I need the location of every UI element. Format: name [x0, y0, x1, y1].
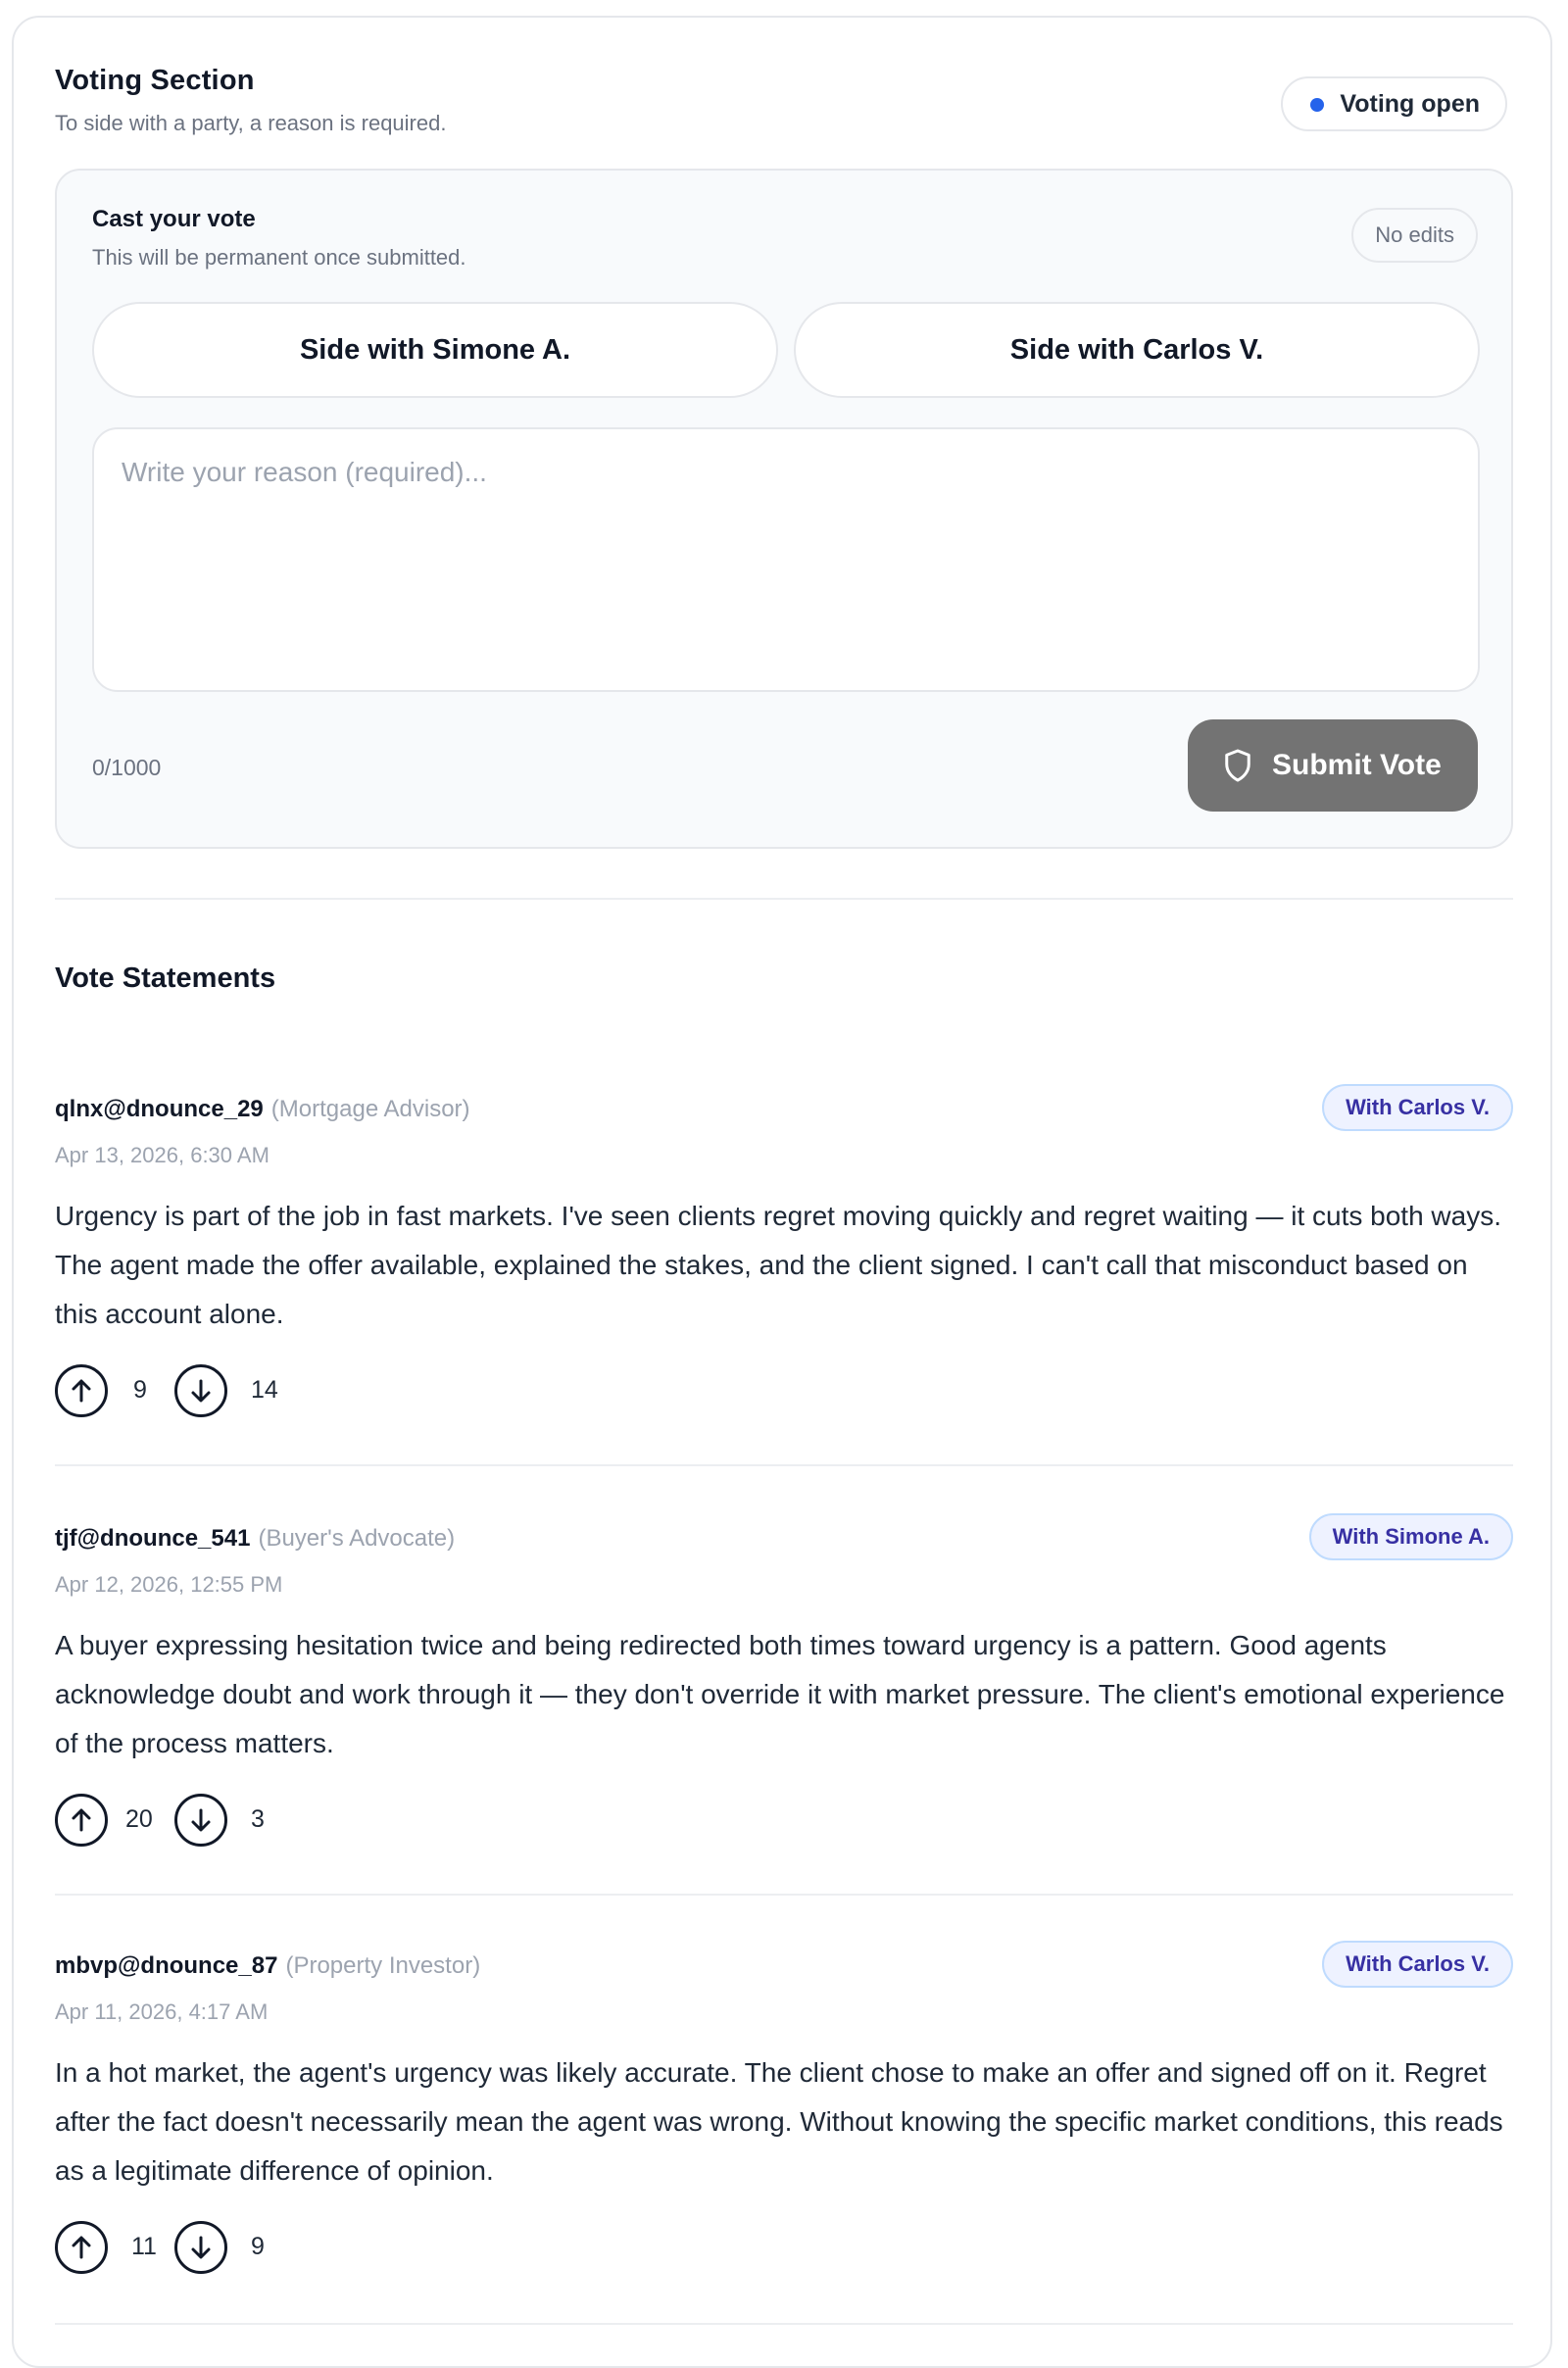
- voting-card: [12, 16, 1552, 2368]
- arrow-down-icon: [189, 1807, 213, 1833]
- statement-text: In a hot market, the agent's urgency was likely accurate. The client chose to make an offer and signed off on it. Regret after the fact doesn't necessarily mean the agent was wrong. Without knowing the specific market conditions, this reads as a legitimate difference of opinion.: [55, 2057, 1503, 2186]
- statement-reactions: [55, 1364, 1513, 1417]
- side-with-carlos-button[interactable]: Side with Carlos V.: [794, 302, 1480, 398]
- statement-date: Apr 11, 2026, 4:17 AM: [55, 1999, 269, 2024]
- downvote-count: 3: [251, 1805, 265, 1833]
- statement-side-badge: With Carlos V.: [1322, 1084, 1513, 1131]
- statement-side-badge: With Carlos V.: [1322, 1941, 1513, 1988]
- vote-statement: [55, 1952, 1513, 2274]
- arrow-up-icon: [70, 1378, 93, 1404]
- section-subtitle: To side with a party, a reason is required.: [55, 111, 447, 135]
- cast-vote-title: Cast your vote: [92, 206, 256, 232]
- status-dot-icon: [1310, 98, 1324, 112]
- downvote-button[interactable]: [174, 1364, 227, 1417]
- upvote-button[interactable]: [55, 1364, 108, 1417]
- upvote-count: 11: [131, 2233, 157, 2260]
- downvote-button[interactable]: [174, 2221, 227, 2274]
- downvote-count: 14: [251, 1376, 278, 1404]
- vote-statement: [55, 1525, 1513, 1847]
- downvote-button[interactable]: [174, 1794, 227, 1847]
- statement-author[interactable]: tjf@dnounce_541: [55, 1525, 251, 1552]
- no-edits-badge: No edits: [1351, 208, 1478, 263]
- statement-author[interactable]: mbvp@dnounce_87: [55, 1952, 278, 1979]
- cast-vote-subtitle: This will be permanent once submitted.: [92, 245, 466, 270]
- arrow-up-icon: [70, 2235, 93, 2260]
- shield-icon: [1223, 748, 1252, 783]
- statement-date: Apr 13, 2026, 6:30 AM: [55, 1143, 270, 1167]
- upvote-count: 9: [133, 1376, 147, 1404]
- statement-divider: [55, 1894, 1513, 1896]
- arrow-down-icon: [189, 1378, 213, 1404]
- statement-reactions: [55, 1794, 1513, 1847]
- upvote-button[interactable]: [55, 1794, 108, 1847]
- statement-author[interactable]: qlnx@dnounce_29: [55, 1096, 264, 1122]
- upvote-count: 20: [125, 1805, 153, 1833]
- character-counter: 0/1000: [92, 755, 162, 780]
- statement-reactions: [55, 2221, 1513, 2274]
- statement-date: Apr 12, 2026, 12:55 PM: [55, 1572, 283, 1597]
- statement-role: (Mortgage Advisor): [270, 1096, 470, 1122]
- downvote-count: 9: [251, 2233, 265, 2260]
- side-with-simone-button[interactable]: Side with Simone A.: [92, 302, 778, 398]
- voting-section-header: [55, 65, 1507, 136]
- statement-side-badge: With Simone A.: [1309, 1513, 1513, 1560]
- arrow-down-icon: [189, 2235, 213, 2260]
- vote-statement: [55, 1096, 1513, 1417]
- statements-title: Vote Statements: [55, 962, 276, 994]
- section-title: Voting Section: [55, 65, 255, 96]
- section-divider: [55, 898, 1513, 900]
- statement-divider: [55, 2323, 1513, 2325]
- upvote-button[interactable]: [55, 2221, 108, 2274]
- voting-status-badge: [1281, 76, 1507, 131]
- cast-vote-panel: [55, 169, 1513, 849]
- statement-divider: [55, 1464, 1513, 1466]
- reason-input[interactable]: [92, 427, 1480, 692]
- statement-text: Urgency is part of the job in fast markets. I've seen clients regret moving quickly and regret waiting — it cuts both ways. The agent made the offer available, explained the stakes, and the client signed. I can't call that misconduct based on this account alone.: [55, 1201, 1502, 1329]
- submit-vote-button[interactable]: [1188, 719, 1478, 812]
- voting-status-label: Voting open: [1340, 90, 1480, 118]
- statement-role: (Buyer's Advocate): [258, 1525, 456, 1552]
- statement-text: A buyer expressing hesitation twice and being redirected both times toward urgency is a pattern. Good agents acknowledge doubt and work through it — they don't override it with market pressure. The client's emotional experience of the process matters.: [55, 1630, 1505, 1758]
- arrow-up-icon: [70, 1807, 93, 1833]
- statement-role: (Property Investor): [285, 1952, 481, 1979]
- submit-vote-label: Submit Vote: [1272, 749, 1442, 781]
